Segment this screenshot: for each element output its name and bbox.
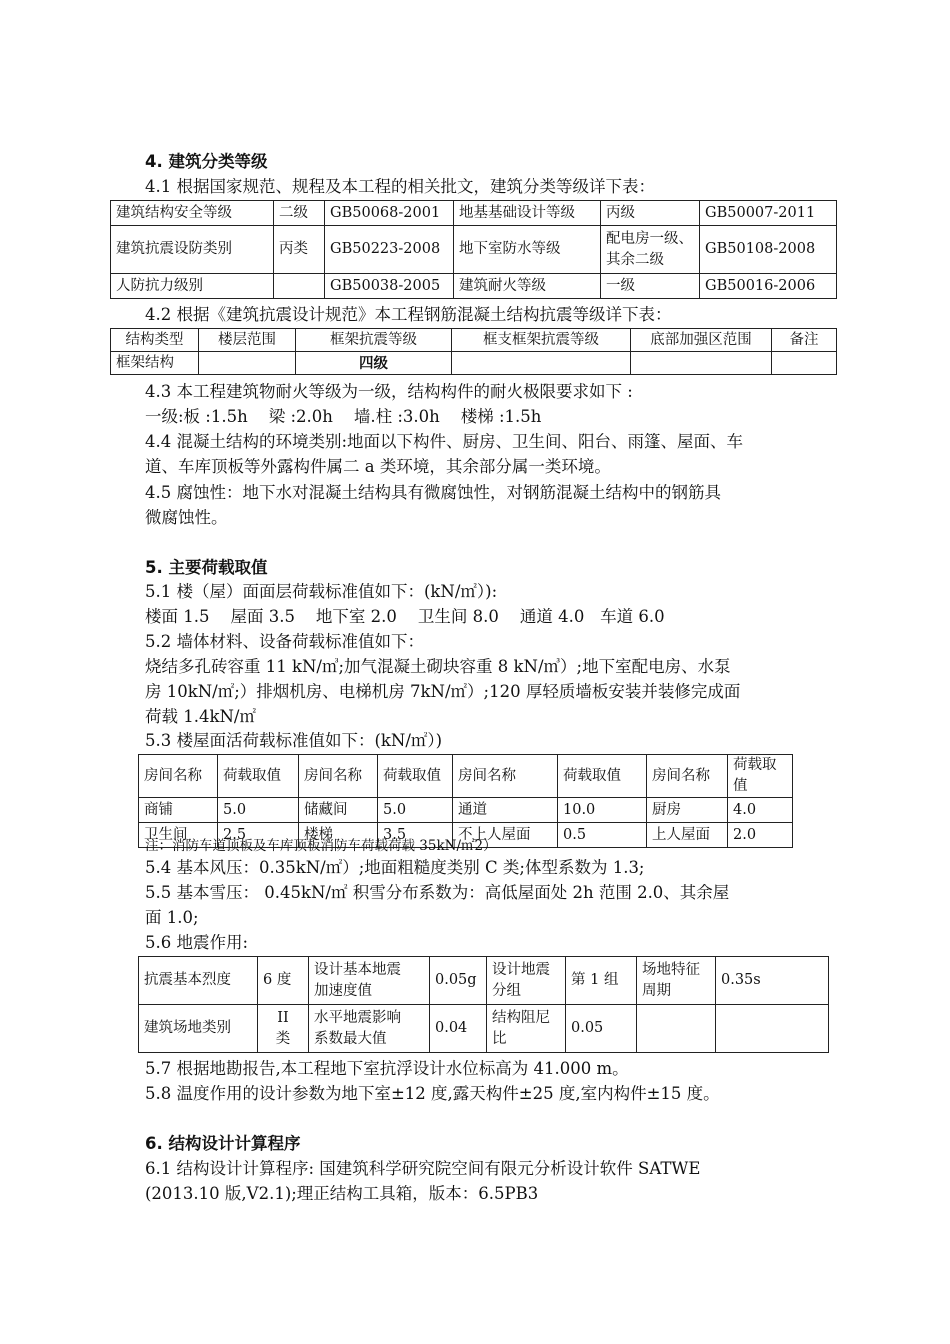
section-5-heading: 5. 主要荷载取值	[145, 558, 268, 577]
cell-line: 系数最大值	[314, 1030, 387, 1047]
para-5-4: 5.4 基本风压：0.35kN/㎡）;地面粗糙度类别 C 类;体型系数为 1.3;	[145, 858, 645, 877]
cell: GB50038-2005	[325, 274, 454, 299]
cell: 房间名称	[453, 755, 558, 798]
cell	[309, 957, 430, 1005]
cell	[274, 274, 325, 299]
cell: 2.0	[728, 823, 793, 848]
cell: 通道	[453, 798, 558, 823]
para-5-1-values: 楼面 1.5 屋面 3.5 地下室 2.0 卫生间 8.0 通道 4.0 车道 6.0	[145, 607, 665, 626]
para-4-5-line2: 微腐蚀性。	[145, 508, 228, 527]
cell: 丙级	[601, 201, 700, 226]
para-5-7: 5.7 根据地勘报告,本工程地下室抗浮设计水位标高为 41.000 m。	[145, 1059, 629, 1078]
cell-line: 结构阻尼	[492, 1009, 550, 1026]
cell: 建筑抗震设防类别	[111, 226, 274, 274]
cell-line: 分组	[492, 982, 521, 999]
para-5-8: 5.8 温度作用的设计参数为地下室±12 度,露天构件±25 度,室内构件±15 度。	[145, 1084, 720, 1103]
cell: 四级	[296, 352, 452, 375]
para-4-2: 4.2 根据《建筑抗震设计规范》本工程钢筋混凝土结构抗震等级详下表：	[145, 305, 672, 324]
cell: 5.0	[378, 798, 453, 823]
cell-line: 周期	[642, 982, 671, 999]
cell: GB50223-2008	[325, 226, 454, 274]
para-4-4-line2: 道、车库顶板等外露构件属二 a 类环境，其余部分属一类环境。	[145, 457, 611, 476]
cell: 地基基础设计等级	[454, 201, 601, 226]
cell-line: 场地特征	[642, 961, 700, 978]
cell	[772, 352, 837, 375]
cell: 一级	[601, 274, 700, 299]
cell	[601, 226, 700, 274]
cell-line: 配电房一级、	[606, 230, 693, 247]
cell: 第 1 组	[566, 957, 637, 1005]
para-5-2: 5.2 墙体材料、设备荷载标准值如下：	[145, 632, 424, 651]
cell: 楼梯	[299, 823, 378, 848]
para-4-4-line1: 4.4 混凝土结构的环境类别:地面以下构件、厨房、卫生间、阳台、雨篷、屋面、车	[145, 432, 744, 451]
para-5-5-line1: 5.5 基本雪压： 0.45kN/㎡ 积雪分布系数为：高低屋面处 2h 范围 2.0、其余屋	[145, 883, 730, 902]
cell: 荷载取值	[728, 755, 793, 798]
cell: 建筑场地类别	[139, 1005, 258, 1053]
cell: 丙类	[274, 226, 325, 274]
section-4-heading: 4. 建筑分类等级	[145, 152, 268, 171]
cell: GB50016-2006	[700, 274, 837, 299]
para-5-5-line2: 面 1.0;	[145, 908, 199, 927]
cell: 上人屋面	[647, 823, 728, 848]
cell	[487, 1005, 566, 1053]
seismic-grade-table	[110, 328, 837, 375]
cell: 商铺	[139, 798, 218, 823]
cell: 备注	[772, 329, 837, 352]
cell: 楼层范围	[199, 329, 296, 352]
cell-line: 设计基本地震	[314, 961, 401, 978]
seismic-action-table	[138, 956, 829, 1053]
cell-line: 其余二级	[606, 251, 664, 268]
para-5-2-line2: 房 10kN/㎡;）排烟机房、电梯机房 7kN/㎡）;120 厚轻质墙板安装并装修完成面	[145, 682, 741, 701]
cell: 2.5	[218, 823, 299, 848]
cell: 抗震基本烈度	[139, 957, 258, 1005]
cell: 建筑耐火等级	[454, 274, 601, 299]
cell: 0.05g	[430, 957, 487, 1005]
cell: 房间名称	[139, 755, 218, 798]
building-class-table	[110, 200, 837, 299]
cell: 底部加强区范围	[631, 329, 772, 352]
cell: 荷载取值	[378, 755, 453, 798]
para-4-5-line1: 4.5 腐蚀性：地下水对混凝土结构具有微腐蚀性，对钢筋混凝土结构中的钢筋具	[145, 483, 721, 502]
cell: 3.5	[378, 823, 453, 848]
para-5-3: 5.3 楼屋面活荷载标准值如下：(kN/㎡）)	[145, 731, 443, 750]
cell: 5.0	[218, 798, 299, 823]
cell: 10.0	[558, 798, 647, 823]
cell	[716, 1005, 829, 1053]
cell	[637, 957, 716, 1005]
cell-line: 水平地震影响	[314, 1009, 401, 1026]
cell	[631, 352, 772, 375]
cell: 建筑结构安全等级	[111, 201, 274, 226]
cell: 地下室防水等级	[454, 226, 601, 274]
cell-line: 加速度值	[314, 982, 372, 999]
cell: 卫生间	[139, 823, 218, 848]
cell: 0.35s	[716, 957, 829, 1005]
para-6-1-line1: 6.1 结构设计计算程序: 国建筑科学研究院空间有限元分析设计软件 SATWE	[145, 1159, 701, 1178]
cell	[452, 352, 631, 375]
cell: 人防抗力级别	[111, 274, 274, 299]
cell-line: II	[277, 1009, 289, 1026]
cell: 框架结构	[111, 352, 199, 375]
cell: GB50108-2008	[700, 226, 837, 274]
cell: GB50007-2011	[700, 201, 837, 226]
para-4-3: 4.3 本工程建筑物耐火等级为一级，结构构件的耐火极限要求如下 :	[145, 382, 633, 401]
para-4-1: 4.1 根据国家规范、规程及本工程的相关批文，建筑分类等级详下表：	[145, 177, 655, 196]
cell	[309, 1005, 430, 1053]
cell: 框架抗震等级	[296, 329, 452, 352]
cell: 房间名称	[647, 755, 728, 798]
cell: 储藏间	[299, 798, 378, 823]
para-4-3-values: 一级:板 :1.5h 梁 :2.0h 墙.柱 :3.0h 楼梯 :1.5h	[145, 407, 542, 426]
cell-line: 设计地震	[492, 961, 550, 978]
para-6-1-line2: (2013.10 版,V2.1);理正结构工具箱，版本：6.5PB3	[145, 1184, 539, 1203]
cell-line: 比	[492, 1030, 507, 1047]
section-6-heading: 6. 结构设计计算程序	[145, 1134, 301, 1153]
para-5-2-line1: 烧结多孔砖容重 11 kN/㎥;加气混凝土砌块容重 8 kN/㎥）;地下室配电房、水泵	[145, 657, 731, 676]
cell: 房间名称	[299, 755, 378, 798]
cell: 框支框架抗震等级	[452, 329, 631, 352]
cell	[637, 1005, 716, 1053]
cell: 结构类型	[111, 329, 199, 352]
cell: 6 度	[258, 957, 309, 1005]
para-5-6: 5.6 地震作用:	[145, 933, 249, 952]
cell	[199, 352, 296, 375]
cell: 0.05	[566, 1005, 637, 1053]
cell: 0.04	[430, 1005, 487, 1053]
cell: 不上人屋面	[453, 823, 558, 848]
para-5-1: 5.1 楼（屋）面面层荷载标准值如下：(kN/㎡）):	[145, 582, 498, 601]
cell-line: 类	[275, 1030, 291, 1047]
cell	[487, 957, 566, 1005]
cell: 4.0	[728, 798, 793, 823]
cell: GB50068-2001	[325, 201, 454, 226]
cell: 0.5	[558, 823, 647, 848]
table-note: 注：消防车道顶板及车库顶板消防车荷载荷载 35kN/㎡2）	[145, 838, 497, 854]
cell: 荷载取值	[558, 755, 647, 798]
cell: 厨房	[647, 798, 728, 823]
para-5-2-line3: 荷载 1.4kN/㎡	[145, 707, 256, 726]
cell	[258, 1005, 309, 1053]
cell: 二级	[274, 201, 325, 226]
cell: 荷载取值	[218, 755, 299, 798]
